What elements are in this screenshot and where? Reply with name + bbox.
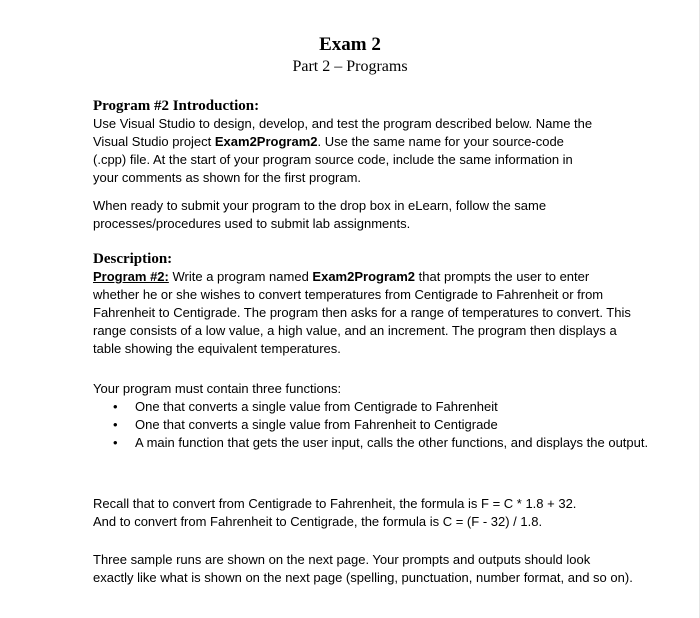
samples-line: Three sample runs are shown on the next page. Your prompts and outputs should look [93, 552, 591, 567]
functions-section [93, 380, 685, 452]
formula-line: And to convert from Fahrenheit to Centigrade, the formula is C = (F - 32) / 1.8. [93, 514, 543, 529]
page-title: Exam 2 [319, 34, 381, 55]
description-line: whether he or she wishes to convert temperatures from Centigrade to Fahrenheit or from [93, 287, 604, 302]
formula-line: Recall that to convert from Centigrade to Fahrenheit, the formula is F = C * 1.8 + 32. [93, 496, 577, 511]
program-name: Exam2Program2 [312, 269, 416, 284]
project-name: Exam2Program2 [214, 134, 318, 149]
list-item: • One that converts a single value from Centigrade to Fahrenheit [93, 398, 685, 416]
intro-line: your comments as shown for the first program. [93, 170, 362, 185]
description-line: Fahrenheit to Centigrade. The program then asks for a range of temperatures to convert. This [93, 305, 631, 320]
intro-heading: Program #2 Introduction: [93, 98, 260, 114]
list-item: • One that converts a single value from Fahrenheit to Centigrade [93, 416, 685, 434]
description-heading: Description: [93, 251, 173, 267]
functions-intro: Your program must contain three functions: [93, 381, 342, 396]
submit-section [93, 197, 685, 233]
page-subtitle: Part 2 – Programs [292, 58, 408, 75]
submit-line: processes/procedures used to submit lab assignments. [93, 216, 411, 231]
intro-line: (.cpp) file. At the start of your program source code, include the same information in [93, 152, 573, 167]
description-line: range consists of a low value, a high value, and an increment. The program then displays a [93, 323, 617, 338]
intro-line: Use Visual Studio to design, develop, and test the program described below. Name the [93, 116, 593, 131]
intro-line: Visual Studio project Exam2Program2. Use the same name for your source-code [93, 134, 564, 149]
program-label: Program #2: [93, 269, 169, 284]
description-line: Program #2: Write a program named Exam2Program2 that prompts the user to enter [93, 269, 590, 284]
formulas-section [93, 495, 685, 531]
list-item: • A main function that gets the user input, calls the other functions, and displays the output. [93, 434, 655, 452]
functions-list [93, 398, 685, 452]
submit-line: When ready to submit your program to the drop box in eLearn, follow the same [93, 198, 547, 213]
description-section [93, 250, 685, 358]
samples-line: exactly like what is shown on the next page (spelling, punctuation, number format, and so on). [93, 570, 633, 585]
description-line: table showing the equivalent temperatures. [93, 341, 341, 356]
samples-section [93, 551, 685, 587]
intro-section [93, 97, 685, 187]
